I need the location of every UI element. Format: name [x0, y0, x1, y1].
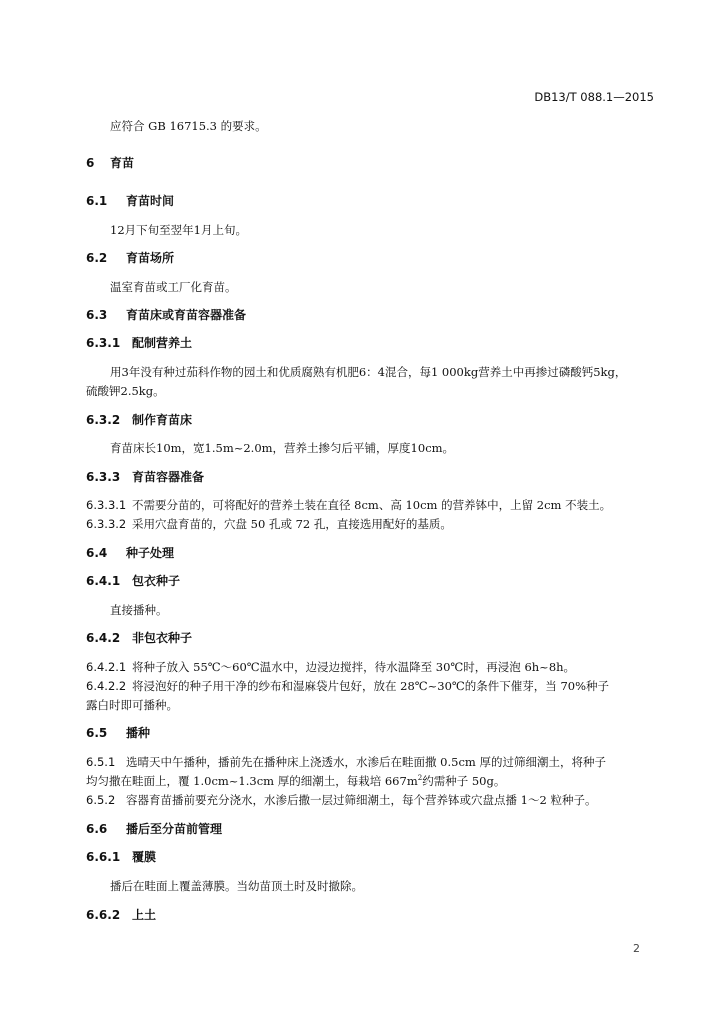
clause-line: 6.4.2.2 将浸泡好的种子用干净的纱布和湿麻袋片包好，放在 28℃~30℃的条件下催芽，当 70%种子: [86, 679, 609, 693]
clause-line: 6.5.2 容器育苗播前要充分浇水，水渗后撒一层过筛细潮土，每个营养钵或穴盘点播 1～2 粒种子。: [86, 793, 597, 807]
section-heading: 6.2 育苗场所: [86, 251, 175, 265]
clause-line: 6.3.3.1 不需要分苗的，可将配好的营养土装在直径 8cm、高 10cm 的营养钵中，上留 2cm 不装土。: [86, 498, 612, 512]
body-line: 硫酸钾2.5kg。: [86, 384, 165, 398]
standard-number: DB13/T 088.1—2015: [534, 90, 654, 104]
section-heading: 6.6.1 覆膜: [86, 850, 157, 864]
section-heading: 6.4.2 非包衣种子: [86, 631, 193, 645]
body-line: 育苗床长10m，宽1.5m~2.0m，营养土掺匀后平铺，厚度10cm。: [110, 441, 455, 455]
body-line: 用3年没有种过茄科作物的园土和优质腐熟有机肥6：4混合，每1 000kg营养土中再掺过磷酸钙5kg，: [110, 365, 627, 379]
section-heading: 6.5 播种: [86, 726, 151, 740]
section-heading: 6.3.3 育苗容器准备: [86, 470, 205, 484]
page-number: 2: [633, 942, 640, 955]
body-line: 均匀撒在畦面上，覆 1.0cm~1.3cm 厚的细潮土，每栽培 $667m^2$约需种子 50g。: [86, 774, 506, 788]
section-heading: 6.3.2 制作育苗床: [86, 413, 193, 427]
clause-line: 6.4.2.1 将种子放入 55℃～60℃温水中，边浸边搅拌，待水温降至 30℃时，再浸泡 6h~8h。: [86, 660, 576, 674]
section-heading: 6.3 育苗床或育苗容器准备: [86, 308, 247, 322]
section-heading: 6.1 育苗时间: [86, 194, 175, 208]
body-line: 播后在畦面上覆盖薄膜。当幼苗顶土时及时撤除。: [110, 879, 363, 893]
body-line: 温室育苗或工厂化育苗。: [110, 280, 237, 294]
section-heading: 6 育苗: [86, 156, 135, 170]
section-heading: 6.6.2 上土: [86, 908, 157, 922]
section-heading: 6.3.1 配制营养土: [86, 336, 193, 350]
clause-line: 6.3.3.2 采用穴盘育苗的，穴盘 50 孔或 72 孔，直接选用配好的基质。: [86, 517, 452, 531]
body-line: 应符合 GB 16715.3 的要求。: [110, 119, 267, 133]
section-heading: 6.6 播后至分苗前管理: [86, 822, 223, 836]
body-line: 直接播种。: [110, 603, 168, 617]
body-line: 12月下旬至翌年1月上旬。: [110, 223, 247, 237]
body-line: 露白时即可播种。: [86, 698, 178, 712]
section-heading: 6.4.1 包衣种子: [86, 574, 181, 588]
clause-line: 6.5.1 选晴天中午播种，播前先在播种床上浇透水，水渗后在畦面撒 0.5cm 厚的过筛细潮土，将种子: [86, 755, 606, 769]
section-heading: 6.4 种子处理: [86, 546, 175, 560]
